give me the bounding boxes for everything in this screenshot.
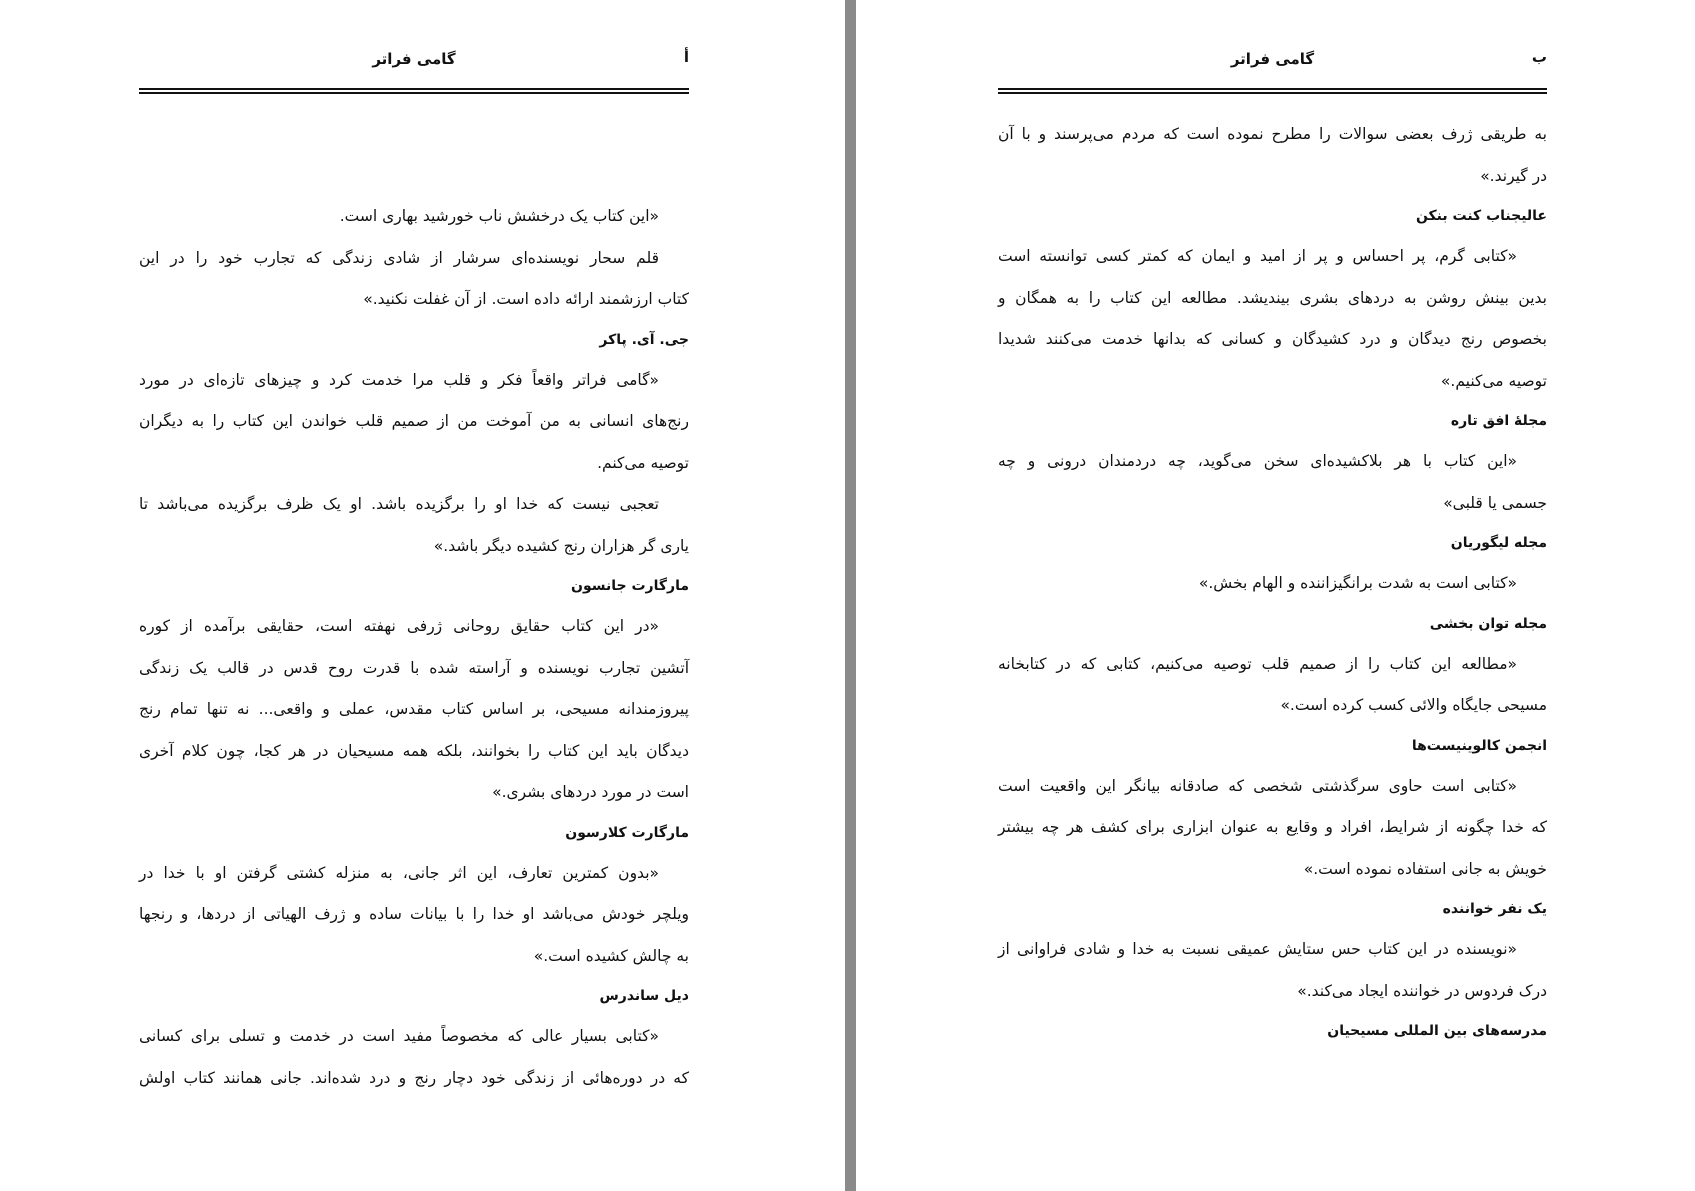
text-line: در گیرند.» [1480,166,1547,185]
left-page [0,0,845,1191]
attribution-line: جی. آی. پاکر [599,331,689,348]
text-line: ویلچر خودش می‌باشد او خدا را با بیانات ساده و ژرف الهیاتی از دردها، و رنجها [139,905,689,923]
text-line: تعجبی نیست که خدا او را برگزیده باشد. او یک ظرف برگزیده می‌باشد تا [139,495,659,513]
attribution-line: مجلۀ افق تاره [1450,413,1547,429]
left-page-number: أ [683,48,689,66]
text-line: که خدا چگونه از شرایط، افراد و وقایع به عنوان ابزاری برای کشف هر چه بیشتر [998,818,1547,836]
left-page-body [139,196,689,1099]
text-line: «نویسنده در این کتاب حس ستایش عمیقی نسبت به خدا و شادی فراوانی از [998,940,1517,958]
attribution-line: دیل ساندرس [599,988,689,1004]
text-line: خویش به جانی استفاده نموده است.» [1303,859,1547,878]
text-line: «در این کتاب حقایق روحانی ژرفی نهفته است، حقایقی برآمده از کوره [139,617,659,635]
attribution-line: مارگارت کلارسون [565,824,689,841]
attribution-line: مارگارت جانسون [571,578,689,594]
left-header-rule [139,88,689,90]
text-line: که در دوره‌هائی از زندگی خود دچار رنج و درد شده‌اند. جانی همانند کتاب اولش [139,1068,689,1087]
attribution-line: انجمن کالوینیست‌ها [1411,737,1547,754]
text-line: بخصوص رنج دیدگان و درد کشیدگان و کسانی که بدانها خدمت می‌کنند شدیدا [998,330,1547,348]
text-line: «مطالعه این کتاب را از صمیم قلب توصیه می‌کنیم، کتابی که در کتابخانه [998,654,1517,673]
text-line: مسیحی جایگاه والائی کسب کرده است.» [1280,696,1547,714]
attribution-line: مجله توان بخشی [1429,615,1547,632]
text-line: «کتابی گرم، پر احساس و پر از امید و ایمان که کمتر کسی توانسته است [998,247,1517,265]
text-line: «کتابی است حاوی سرگذشتی شخصی که صادقانه بیانگر این واقعیت است [998,776,1517,795]
text-line: «گامی فراتر واقعاً فکر و قلب مرا خدمت کرد و چیزهای تازه‌ای در مورد [139,370,659,389]
right-header-rule [998,88,1547,90]
text-line: «کتابی بسیار عالی که مخصوصاً مفید است در خدمت و تسلی برای کسانی [139,1027,659,1045]
text-line: بدین بینش روشن به دردهای بشری بیندیشد. مطالعه این کتاب را به همگان و [998,288,1547,307]
text-line: درک فردوس در خواننده ایجاد می‌کند.» [1297,981,1547,1000]
text-line: «بدون کمترین تعارف، این اثر جانی، به منزله کشتی گرفتن او با خدا در [139,863,659,882]
attribution-line: یک نفر خواننده [1442,901,1547,917]
attribution-line: عالیجناب کنت بنکن [1415,208,1547,224]
text-line: رنج‌های انسانی به من آموخت من از صمیم قلب خواندن این کتاب را به دیگران [139,412,689,430]
left-running-title: گامی فراتر [372,50,456,68]
attribution-line: مجله لیگوریان [1450,535,1547,551]
text-line: توصیه می‌کنم. [597,453,689,472]
right-page [856,0,1695,1191]
text-line: توصیه می‌کنیم.» [1440,371,1547,390]
text-line: «این کتاب با هر بلاکشیده‌ای سخن می‌گوید، چه دردمندان درونی و چه [998,452,1517,470]
text-line: به چالش کشیده است.» [533,946,689,965]
text-line: پیروزمندانه مسیحی، بر اساس کتاب مقدس، عملی و واقعی... نه تنها تمام رنج [139,700,689,718]
text-line: آتشین تجارب نویسنده و آراسته شده با قدرت روح قدس در قالب یک زندگی [139,658,689,677]
text-line: دیدگان باید این کتاب را بخوانند، بلکه همه مسیحیان در هر کجا، چون کلام آخری [139,741,689,760]
text-line: است در مورد دردهای بشری.» [492,783,689,801]
text-line: کتاب ارزشمند ارائه داده است. از آن غفلت نکنید.» [363,290,689,308]
text-line: به طریقی ژرف بعضی سوالات را مطرح نموده است که مردم می‌پرسند و با آن [998,125,1547,143]
page-divider [845,0,856,1191]
text-line: یاری گر هزاران رنج کشیده دیگر باشد.» [433,536,689,555]
text-line: قلم سحار نویسنده‌ای سرشار از شادی زندگی که تجارب خود را در این [139,248,659,267]
right-running-title: گامی فراتر [1230,50,1315,68]
text-line: «این کتاب یک درخشش ناب خورشید بهاری است. [339,207,659,225]
right-page-body [998,114,1547,1051]
attribution-line: مدرسه‌های بین المللی مسیحیان [1327,1023,1547,1039]
text-line: جسمی یا قلبی» [1443,493,1547,512]
right-page-number: ب [1531,48,1547,66]
text-line: «کتابی است به شدت برانگیزاننده و الهام بخش.» [1198,574,1517,592]
